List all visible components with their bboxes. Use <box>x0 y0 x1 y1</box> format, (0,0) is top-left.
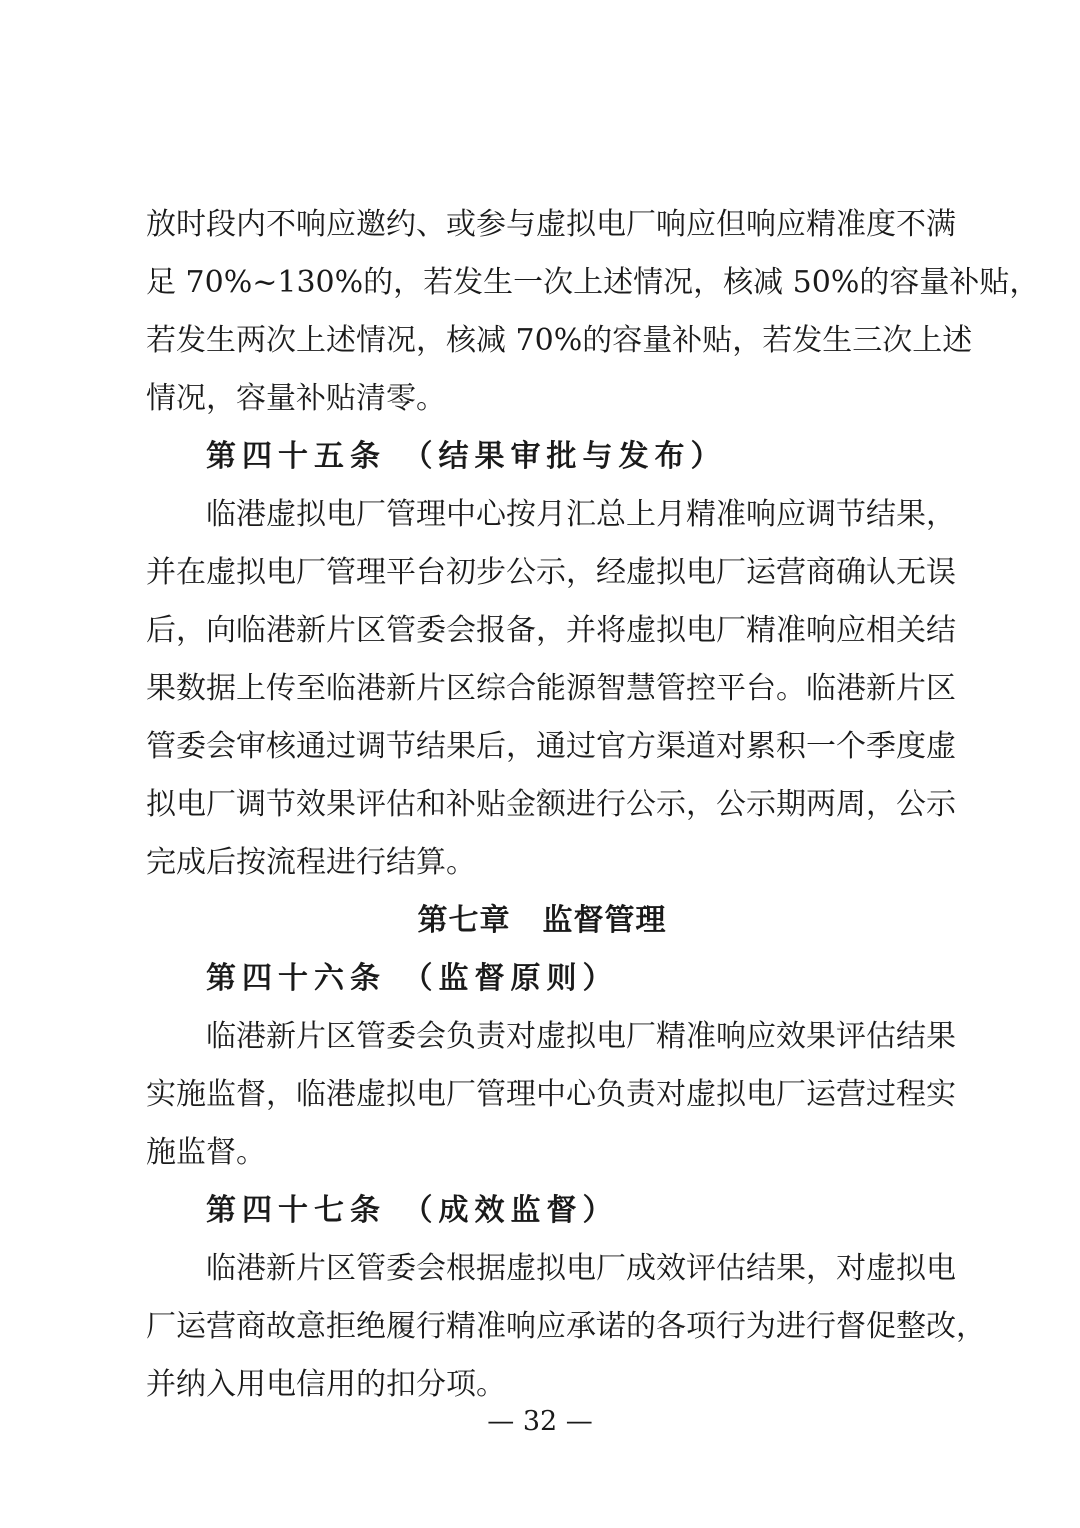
text-line: 情况，容量补贴清零。 <box>146 381 446 416</box>
text-line: 并在虚拟电厂管理平台初步公示，经虚拟电厂运营商确认无误 <box>146 555 956 590</box>
text-line: 实施监督，临港虚拟电厂管理中心负责对虚拟电厂运营过程实 <box>146 1077 956 1112</box>
chapter-number: 第七章 <box>417 903 511 938</box>
article-47-heading: 第四十七条 （成效监督） <box>206 1193 619 1228</box>
text-line: 后，向临港新片区管委会报备，并将虚拟电厂精准响应相关结 <box>146 613 956 648</box>
text-line: 若发生两次上述情况，核减 70%的容量补贴，若发生三次上述 <box>146 323 973 358</box>
text-line: 管委会审核通过调节结果后，通过官方渠道对累积一个季度虚 <box>146 729 956 764</box>
text-line: 放时段内不响应邀约、或参与虚拟电厂响应但响应精准度不满 <box>146 207 956 242</box>
text-line: 厂运营商故意拒绝履行精准响应承诺的各项行为进行督促整改， <box>146 1309 986 1344</box>
text-line: 果数据上传至临港新片区综合能源智慧管控平台。临港新片区 <box>146 671 956 706</box>
text-line: 施监督。 <box>146 1135 266 1170</box>
text-line: 足 70%~130%的，若发生一次上述情况，核减 50%的容量补贴， <box>146 265 1040 300</box>
text-line: 临港新片区管委会负责对虚拟电厂精准响应效果评估结果 <box>206 1019 956 1054</box>
text-line: 拟电厂调节效果评估和补贴金额进行公示，公示期两周，公示 <box>146 787 956 822</box>
chapter-heading <box>146 892 938 950</box>
text-line: 完成后按流程进行结算。 <box>146 845 476 880</box>
chapter-title: 监督管理 <box>542 903 667 938</box>
article-45-heading: 第四十五条 （结果审批与发布） <box>206 439 727 474</box>
article-46-heading: 第四十六条 （监督原则） <box>206 961 619 996</box>
document-body <box>146 196 1040 1414</box>
text-line: 并纳入用电信用的扣分项。 <box>146 1367 506 1402</box>
text-line: 临港新片区管委会根据虚拟电厂成效评估结果，对虚拟电 <box>206 1251 956 1286</box>
text-line: 临港虚拟电厂管理中心按月汇总上月精准响应调节结果， <box>206 497 956 532</box>
page-number: — 32 — <box>487 1406 593 1437</box>
